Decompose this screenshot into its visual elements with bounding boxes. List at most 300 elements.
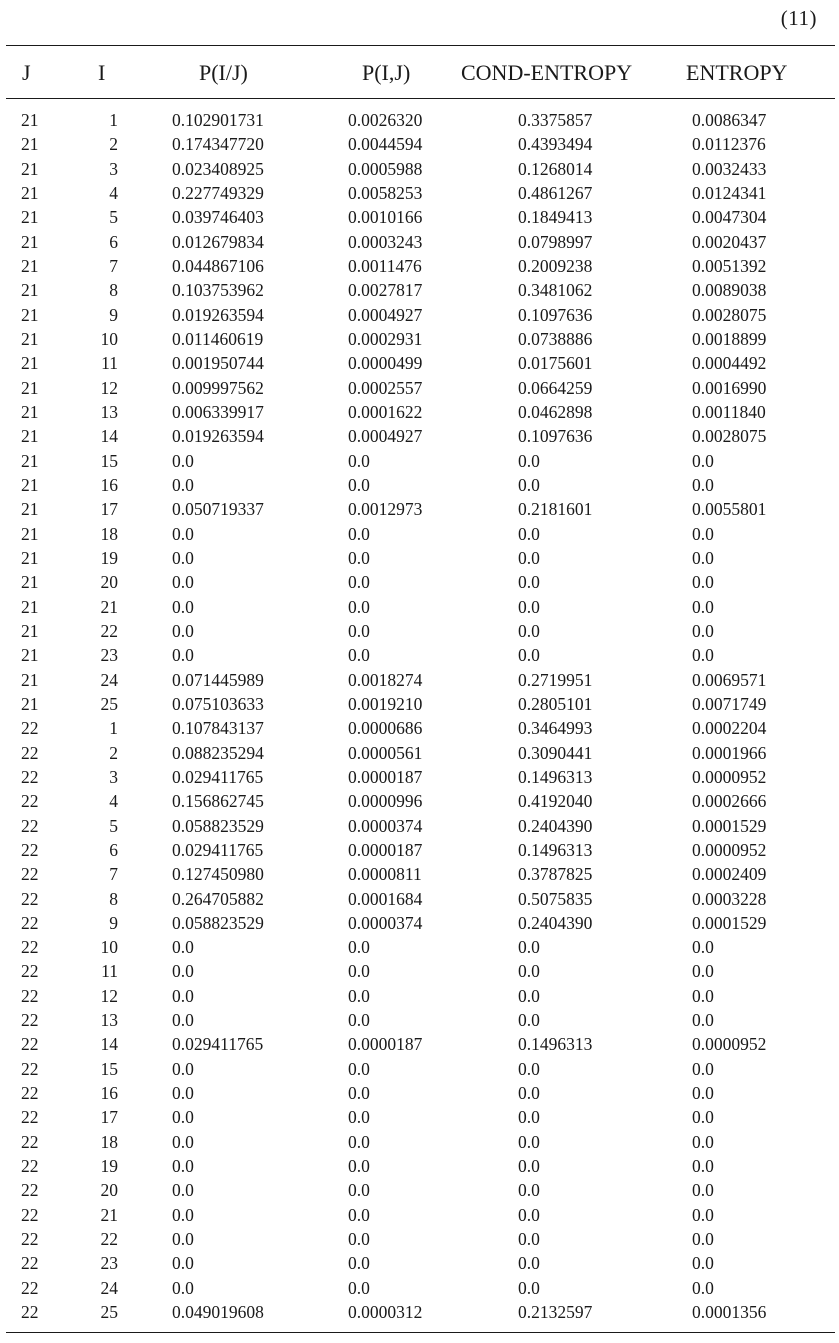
cell-conditional-probability: 0.0 <box>172 620 194 641</box>
table-row <box>0 205 839 229</box>
cell-joint-probability: 0.0000187 <box>348 766 423 787</box>
cell-entropy: 0.0 <box>692 620 714 641</box>
cell-conditional-probability: 0.0 <box>172 1156 194 1177</box>
table-row <box>0 1154 839 1178</box>
cell-entropy: 0.0089038 <box>692 280 767 301</box>
column-header-conditional-entropy: COND-ENTROPY <box>461 60 633 85</box>
cell-conditional-entropy: 0.0 <box>518 1156 540 1177</box>
cell-j: 21 <box>21 304 39 325</box>
cell-j: 21 <box>21 401 39 422</box>
cell-joint-probability: 0.0000561 <box>348 742 423 763</box>
cell-joint-probability: 0.0000686 <box>348 718 423 739</box>
cell-i: 19 <box>100 1156 118 1177</box>
cell-conditional-probability: 0.0 <box>172 1180 194 1201</box>
cell-j: 21 <box>21 450 39 471</box>
table-row <box>0 911 839 935</box>
cell-conditional-probability: 0.071445989 <box>172 669 264 690</box>
cell-entropy: 0.0001356 <box>692 1302 767 1323</box>
cell-conditional-entropy: 0.0 <box>518 1083 540 1104</box>
cell-conditional-probability: 0.023408925 <box>172 158 264 179</box>
cell-i: 19 <box>100 547 118 568</box>
cell-entropy: 0.0 <box>692 1131 714 1152</box>
cell-j: 22 <box>21 1010 39 1031</box>
table-row <box>0 1081 839 1105</box>
table-row <box>0 619 839 643</box>
cell-conditional-probability: 0.029411765 <box>172 839 264 860</box>
cell-entropy: 0.0011840 <box>692 401 766 422</box>
cell-i: 25 <box>100 1302 118 1323</box>
cell-entropy: 0.0112376 <box>692 134 766 155</box>
table-row <box>0 935 839 959</box>
cell-i: 8 <box>109 280 118 301</box>
cell-joint-probability: 0.0 <box>348 1058 370 1079</box>
table-row <box>0 303 839 327</box>
cell-joint-probability: 0.0000996 <box>348 791 423 812</box>
table-row <box>0 765 839 789</box>
cell-j: 21 <box>21 645 39 666</box>
table-row <box>0 595 839 619</box>
cell-conditional-probability: 0.227749329 <box>172 182 264 203</box>
cell-j: 21 <box>21 474 39 495</box>
cell-j: 22 <box>21 815 39 836</box>
cell-j: 22 <box>21 742 39 763</box>
cell-j: 21 <box>21 182 39 203</box>
cell-j: 22 <box>21 1229 39 1250</box>
cell-entropy: 0.0028075 <box>692 426 767 447</box>
cell-conditional-entropy: 0.4393494 <box>518 134 593 155</box>
cell-joint-probability: 0.0002557 <box>348 377 423 398</box>
cell-i: 11 <box>101 353 118 374</box>
table-row <box>0 522 839 546</box>
cell-joint-probability: 0.0003243 <box>348 231 423 252</box>
cell-entropy: 0.0016990 <box>692 377 767 398</box>
table-row <box>0 1251 839 1275</box>
cell-entropy: 0.0000952 <box>692 1034 767 1055</box>
cell-i: 4 <box>109 182 118 203</box>
cell-joint-probability: 0.0 <box>348 1180 370 1201</box>
cell-j: 21 <box>21 328 39 349</box>
column-header-joint-probability: P(I,J) <box>362 60 411 85</box>
table-row <box>0 424 839 448</box>
cell-j: 22 <box>21 1277 39 1298</box>
cell-entropy: 0.0124341 <box>692 182 767 203</box>
cell-conditional-entropy: 0.0738886 <box>518 328 593 349</box>
cell-conditional-probability: 0.127450980 <box>172 864 264 885</box>
cell-entropy: 0.0 <box>692 474 714 495</box>
cell-conditional-entropy: 0.2404390 <box>518 815 593 836</box>
cell-j: 22 <box>21 1302 39 1323</box>
cell-conditional-entropy: 0.0 <box>518 450 540 471</box>
cell-conditional-probability: 0.0 <box>172 1277 194 1298</box>
cell-j: 21 <box>21 255 39 276</box>
table-row <box>0 254 839 278</box>
cell-entropy: 0.0069571 <box>692 669 767 690</box>
cell-j: 22 <box>21 888 39 909</box>
table-row <box>0 132 839 156</box>
cell-entropy: 0.0047304 <box>692 207 767 228</box>
cell-conditional-entropy: 0.4192040 <box>518 791 593 812</box>
cell-j: 22 <box>21 1180 39 1201</box>
cell-j: 21 <box>21 280 39 301</box>
cell-joint-probability: 0.0 <box>348 1131 370 1152</box>
page-number: (11) <box>780 6 817 30</box>
cell-entropy: 0.0 <box>692 1277 714 1298</box>
cell-i: 12 <box>100 377 118 398</box>
cell-i: 22 <box>100 1229 118 1250</box>
cell-entropy: 0.0 <box>692 1204 714 1225</box>
cell-conditional-entropy: 0.0 <box>518 645 540 666</box>
cell-j: 22 <box>21 1083 39 1104</box>
cell-joint-probability: 0.0026320 <box>348 110 423 130</box>
cell-conditional-entropy: 0.3464993 <box>518 718 593 739</box>
cell-conditional-entropy: 0.3481062 <box>518 280 593 301</box>
cell-joint-probability: 0.0000374 <box>348 815 423 836</box>
cell-i: 13 <box>100 1010 118 1031</box>
cell-joint-probability: 0.0000374 <box>348 912 423 933</box>
cell-joint-probability: 0.0 <box>348 547 370 568</box>
cell-entropy: 0.0032433 <box>692 158 767 179</box>
cell-conditional-entropy: 0.2181601 <box>518 499 593 520</box>
cell-conditional-entropy: 0.0 <box>518 1277 540 1298</box>
cell-entropy: 0.0002666 <box>692 791 767 812</box>
table-row <box>0 716 839 740</box>
cell-joint-probability: 0.0044594 <box>348 134 423 155</box>
cell-conditional-probability: 0.001950744 <box>172 353 264 374</box>
cell-conditional-entropy: 0.1268014 <box>518 158 593 179</box>
table-row <box>0 643 839 667</box>
cell-joint-probability: 0.0000811 <box>348 864 422 885</box>
cell-joint-probability: 0.0 <box>348 1229 370 1250</box>
cell-conditional-probability: 0.0 <box>172 450 194 471</box>
cell-conditional-probability: 0.058823529 <box>172 912 264 933</box>
cell-joint-probability: 0.0 <box>348 1083 370 1104</box>
cell-conditional-probability: 0.0 <box>172 1131 194 1152</box>
cell-conditional-entropy: 0.2805101 <box>518 693 593 714</box>
cell-j: 22 <box>21 718 39 739</box>
cell-conditional-entropy: 0.0175601 <box>518 353 593 374</box>
cell-joint-probability: 0.0019210 <box>348 693 423 714</box>
cell-joint-probability: 0.0 <box>348 961 370 982</box>
cell-entropy: 0.0 <box>692 645 714 666</box>
cell-i: 3 <box>109 766 118 787</box>
cell-j: 22 <box>21 1131 39 1152</box>
table-row <box>0 376 839 400</box>
cell-conditional-probability: 0.019263594 <box>172 304 264 325</box>
cell-i: 2 <box>109 742 118 763</box>
cell-conditional-probability: 0.0 <box>172 1083 194 1104</box>
table-row <box>0 814 839 838</box>
column-header-i: I <box>98 60 106 85</box>
cell-i: 9 <box>109 912 118 933</box>
table-row <box>0 108 839 132</box>
cell-i: 3 <box>109 158 118 179</box>
cell-entropy: 0.0071749 <box>692 693 767 714</box>
cell-conditional-probability: 0.058823529 <box>172 815 264 836</box>
cell-joint-probability: 0.0004927 <box>348 426 423 447</box>
cell-entropy: 0.0 <box>692 985 714 1006</box>
cell-joint-probability: 0.0000499 <box>348 353 423 374</box>
cell-joint-probability: 0.0001684 <box>348 888 423 909</box>
cell-i: 21 <box>100 596 118 617</box>
cell-conditional-entropy: 0.0 <box>518 523 540 544</box>
cell-j: 22 <box>21 766 39 787</box>
table-row <box>0 862 839 886</box>
cell-conditional-probability: 0.075103633 <box>172 693 264 714</box>
table-row <box>0 789 839 813</box>
cell-conditional-entropy: 0.0 <box>518 1180 540 1201</box>
table-row <box>0 1105 839 1129</box>
cell-conditional-probability: 0.049019608 <box>172 1302 264 1323</box>
cell-conditional-probability: 0.174347720 <box>172 134 264 155</box>
cell-conditional-probability: 0.107843137 <box>172 718 264 739</box>
cell-j: 22 <box>21 1156 39 1177</box>
cell-i: 15 <box>100 1058 118 1079</box>
cell-entropy: 0.0 <box>692 1253 714 1274</box>
cell-i: 20 <box>100 572 118 593</box>
cell-i: 6 <box>109 839 118 860</box>
cell-conditional-entropy: 0.2009238 <box>518 255 593 276</box>
cell-conditional-entropy: 0.1097636 <box>518 304 593 325</box>
cell-conditional-entropy: 0.0 <box>518 1131 540 1152</box>
cell-entropy: 0.0 <box>692 1083 714 1104</box>
cell-conditional-probability: 0.009997562 <box>172 377 264 398</box>
cell-joint-probability: 0.0 <box>348 1156 370 1177</box>
cell-joint-probability: 0.0018274 <box>348 669 423 690</box>
cell-i: 21 <box>100 1204 118 1225</box>
cell-i: 24 <box>100 669 118 690</box>
cell-conditional-entropy: 0.4861267 <box>518 182 593 203</box>
cell-conditional-entropy: 0.0 <box>518 985 540 1006</box>
table-row <box>0 230 839 254</box>
cell-i: 24 <box>100 1277 118 1298</box>
cell-j: 21 <box>21 669 39 690</box>
cell-joint-probability: 0.0011476 <box>348 255 422 276</box>
column-header-conditional-probability: P(I/J) <box>199 60 248 85</box>
cell-entropy: 0.0 <box>692 1010 714 1031</box>
table-row <box>0 1300 839 1324</box>
cell-entropy: 0.0 <box>692 596 714 617</box>
cell-entropy: 0.0003228 <box>692 888 767 909</box>
cell-entropy: 0.0 <box>692 572 714 593</box>
cell-joint-probability: 0.0000312 <box>348 1302 423 1323</box>
cell-entropy: 0.0 <box>692 523 714 544</box>
cell-i: 7 <box>109 864 118 885</box>
table-row <box>0 1203 839 1227</box>
cell-i: 14 <box>100 1034 118 1055</box>
cell-joint-probability: 0.0027817 <box>348 280 423 301</box>
cell-conditional-probability: 0.0 <box>172 596 194 617</box>
cell-conditional-probability: 0.019263594 <box>172 426 264 447</box>
cell-conditional-probability: 0.0 <box>172 961 194 982</box>
table-row <box>0 959 839 983</box>
cell-joint-probability: 0.0058253 <box>348 182 423 203</box>
table-top-rule <box>6 45 835 46</box>
cell-j: 21 <box>21 693 39 714</box>
cell-joint-probability: 0.0 <box>348 572 370 593</box>
cell-j: 21 <box>21 499 39 520</box>
table-header <box>0 48 839 96</box>
cell-i: 17 <box>100 1107 118 1128</box>
cell-entropy: 0.0055801 <box>692 499 767 520</box>
table-row <box>0 351 839 375</box>
cell-conditional-entropy: 0.0 <box>518 596 540 617</box>
cell-conditional-probability: 0.0 <box>172 474 194 495</box>
cell-i: 22 <box>100 620 118 641</box>
table-row <box>0 278 839 302</box>
table-row <box>0 1130 839 1154</box>
cell-conditional-entropy: 0.0 <box>518 1229 540 1250</box>
cell-joint-probability: 0.0 <box>348 620 370 641</box>
cell-j: 22 <box>21 961 39 982</box>
cell-conditional-entropy: 0.0 <box>518 1107 540 1128</box>
cell-joint-probability: 0.0 <box>348 474 370 495</box>
cell-entropy: 0.0 <box>692 547 714 568</box>
table-row <box>0 1276 839 1300</box>
cell-conditional-probability: 0.044867106 <box>172 255 264 276</box>
cell-entropy: 0.0028075 <box>692 304 767 325</box>
cell-conditional-probability: 0.0 <box>172 985 194 1006</box>
cell-conditional-probability: 0.039746403 <box>172 207 264 228</box>
cell-conditional-probability: 0.0 <box>172 1253 194 1274</box>
cell-joint-probability: 0.0005988 <box>348 158 423 179</box>
table-row <box>0 400 839 424</box>
cell-j: 22 <box>21 912 39 933</box>
cell-conditional-entropy: 0.0 <box>518 937 540 958</box>
cell-j: 22 <box>21 1034 39 1055</box>
cell-conditional-entropy: 0.2404390 <box>518 912 593 933</box>
cell-conditional-probability: 0.0 <box>172 1058 194 1079</box>
table-bottom-rule <box>6 1332 835 1333</box>
cell-j: 22 <box>21 1107 39 1128</box>
cell-joint-probability: 0.0 <box>348 645 370 666</box>
cell-j: 21 <box>21 620 39 641</box>
cell-entropy: 0.0000952 <box>692 766 767 787</box>
cell-i: 9 <box>109 304 118 325</box>
cell-conditional-entropy: 0.0 <box>518 1253 540 1274</box>
cell-j: 22 <box>21 839 39 860</box>
cell-conditional-probability: 0.0 <box>172 572 194 593</box>
cell-conditional-entropy: 0.3787825 <box>518 864 593 885</box>
cell-j: 21 <box>21 377 39 398</box>
cell-conditional-probability: 0.006339917 <box>172 401 264 422</box>
cell-conditional-probability: 0.0 <box>172 1010 194 1031</box>
table-row <box>0 157 839 181</box>
cell-conditional-entropy: 0.1097636 <box>518 426 593 447</box>
cell-j: 21 <box>21 207 39 228</box>
table-row <box>0 692 839 716</box>
cell-joint-probability: 0.0 <box>348 1107 370 1128</box>
cell-i: 4 <box>109 791 118 812</box>
cell-conditional-probability: 0.0 <box>172 645 194 666</box>
cell-entropy: 0.0000952 <box>692 839 767 860</box>
cell-conditional-entropy: 0.2719951 <box>518 669 593 690</box>
cell-entropy: 0.0 <box>692 961 714 982</box>
cell-j: 22 <box>21 1253 39 1274</box>
cell-joint-probability: 0.0 <box>348 596 370 617</box>
cell-conditional-probability: 0.0 <box>172 1229 194 1250</box>
cell-j: 22 <box>21 791 39 812</box>
cell-conditional-probability: 0.029411765 <box>172 1034 264 1055</box>
cell-i: 13 <box>100 401 118 422</box>
cell-i: 18 <box>100 1131 118 1152</box>
cell-conditional-entropy: 0.0 <box>518 620 540 641</box>
cell-joint-probability: 0.0001622 <box>348 401 423 422</box>
cell-i: 14 <box>100 426 118 447</box>
table-row <box>0 1178 839 1202</box>
cell-i: 5 <box>109 815 118 836</box>
table-row <box>0 449 839 473</box>
cell-j: 21 <box>21 426 39 447</box>
cell-j: 22 <box>21 985 39 1006</box>
cell-joint-probability: 0.0012973 <box>348 499 423 520</box>
cell-entropy: 0.0001529 <box>692 815 767 836</box>
cell-entropy: 0.0086347 <box>692 110 767 130</box>
cell-entropy: 0.0002204 <box>692 718 767 739</box>
cell-entropy: 0.0 <box>692 1107 714 1128</box>
cell-conditional-entropy: 0.1496313 <box>518 766 593 787</box>
cell-i: 11 <box>101 961 118 982</box>
cell-conditional-probability: 0.103753962 <box>172 280 264 301</box>
cell-j: 21 <box>21 523 39 544</box>
cell-joint-probability: 0.0000187 <box>348 1034 423 1055</box>
cell-conditional-entropy: 0.0798997 <box>518 231 593 252</box>
cell-entropy: 0.0 <box>692 450 714 471</box>
cell-conditional-entropy: 0.3375857 <box>518 110 593 130</box>
table-row <box>0 327 839 351</box>
cell-i: 8 <box>109 888 118 909</box>
cell-conditional-probability: 0.0 <box>172 1107 194 1128</box>
cell-entropy: 0.0018899 <box>692 328 767 349</box>
table-row <box>0 838 839 862</box>
cell-entropy: 0.0 <box>692 1229 714 1250</box>
cell-i: 12 <box>100 985 118 1006</box>
column-header-entropy: ENTROPY <box>686 60 788 85</box>
cell-conditional-entropy: 0.0 <box>518 1058 540 1079</box>
table-row <box>0 741 839 765</box>
cell-i: 1 <box>109 718 118 739</box>
cell-i: 7 <box>109 255 118 276</box>
cell-i: 16 <box>100 1083 118 1104</box>
cell-entropy: 0.0020437 <box>692 231 767 252</box>
cell-entropy: 0.0 <box>692 937 714 958</box>
cell-conditional-entropy: 0.5075835 <box>518 888 593 909</box>
cell-i: 23 <box>100 645 118 666</box>
cell-conditional-probability: 0.264705882 <box>172 888 264 909</box>
cell-j: 22 <box>21 937 39 958</box>
cell-i: 18 <box>100 523 118 544</box>
cell-joint-probability: 0.0004927 <box>348 304 423 325</box>
cell-conditional-entropy: 0.0 <box>518 961 540 982</box>
cell-conditional-entropy: 0.1849413 <box>518 207 593 228</box>
cell-i: 25 <box>100 693 118 714</box>
cell-i: 10 <box>100 937 118 958</box>
cell-j: 21 <box>21 353 39 374</box>
cell-i: 20 <box>100 1180 118 1201</box>
cell-conditional-probability: 0.011460619 <box>172 328 264 349</box>
cell-joint-probability: 0.0002931 <box>348 328 423 349</box>
table-row <box>0 570 839 594</box>
cell-conditional-entropy: 0.0664259 <box>518 377 593 398</box>
cell-entropy: 0.0 <box>692 1058 714 1079</box>
cell-joint-probability: 0.0 <box>348 1010 370 1031</box>
table-row <box>0 1032 839 1056</box>
cell-joint-probability: 0.0 <box>348 937 370 958</box>
cell-entropy: 0.0 <box>692 1156 714 1177</box>
header-bottom-rule <box>6 98 835 99</box>
cell-conditional-entropy: 0.0 <box>518 1010 540 1031</box>
cell-conditional-entropy: 0.0 <box>518 547 540 568</box>
column-header-j: J <box>22 60 31 85</box>
